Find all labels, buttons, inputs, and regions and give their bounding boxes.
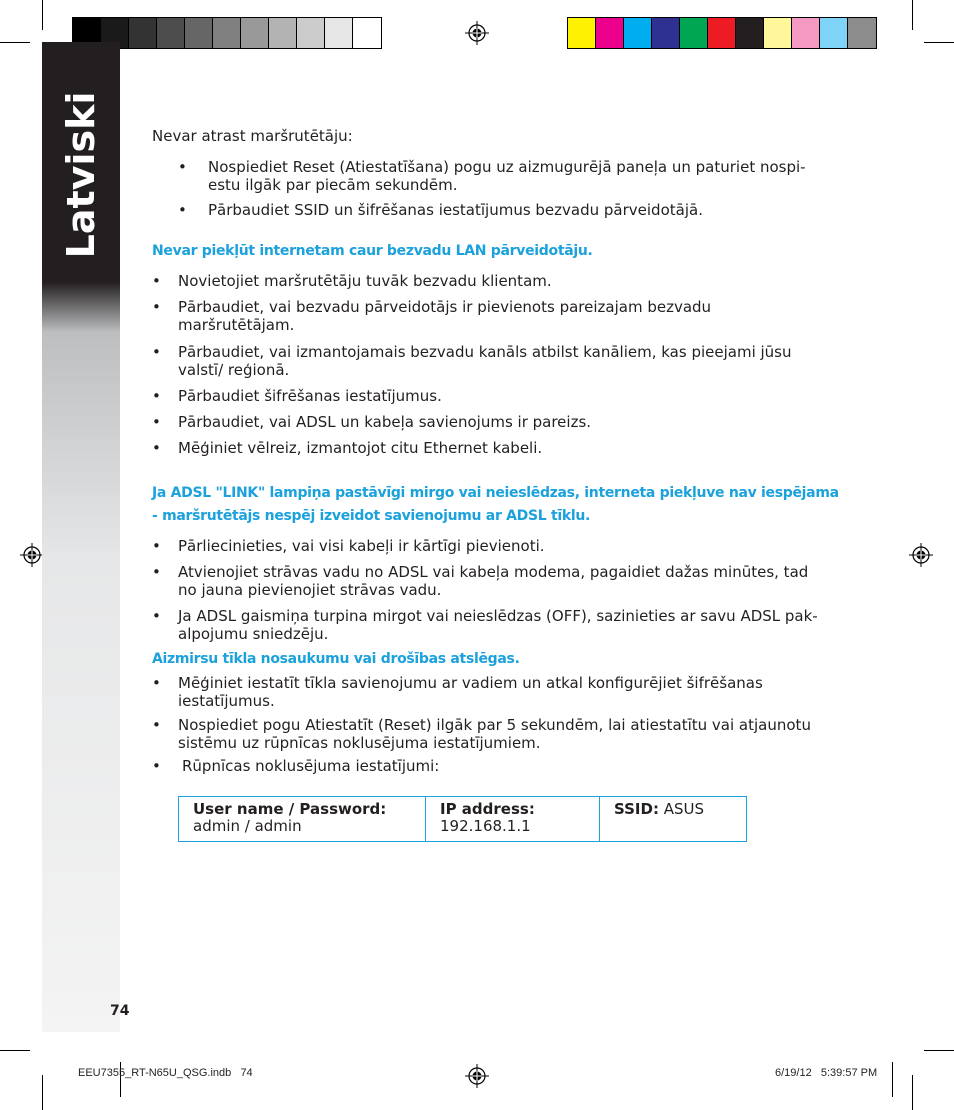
color-swatch-7 (764, 18, 792, 48)
crop-mark-icon (0, 1050, 30, 1051)
list-item: Pārbaudiet, vai ADSL un kabeļa savienojums ir pareizs. (178, 413, 592, 431)
list-item: Pārbaudiet šifrēšanas iestatījumus. (178, 387, 442, 405)
color-swatch-10 (848, 18, 876, 48)
gray-swatch-9 (325, 18, 353, 48)
table-cell-ssid (599, 797, 746, 841)
ssid-value: ASUS (658, 800, 705, 818)
registration-mark-icon (20, 543, 44, 567)
list-item-continued: iestatījumus. (178, 692, 275, 710)
color-swatch-6 (736, 18, 764, 48)
print-slug-file: EEU7355_RT-N65U_QSG.indb 74 (78, 1067, 253, 1079)
list-item: Pārbaudiet, vai bezvadu pārveidotājs ir pievienots pareizajam bezvadu (178, 298, 712, 316)
crop-mark-icon (42, 0, 43, 30)
list-item: Mēģiniet vēlreiz, izmantojot citu Ethernet kabeli. (178, 439, 543, 457)
list-item: Mēģiniet iestatīt tīkla savienojumu ar vadiem un atkal konfigurējiet šifrēšanas (178, 674, 763, 692)
list-item: Pārliecinieties, vai visi kabeļi ir kārtīgi pievienoti. (178, 537, 545, 555)
gray-swatch-3 (157, 18, 185, 48)
crop-mark-icon (892, 1062, 893, 1097)
list-item: Novietojiet maršrutētāju tuvāk bezvadu klientam. (178, 272, 552, 290)
registration-mark-icon (909, 543, 933, 567)
color-swatch-1 (596, 18, 624, 48)
page-number: 74 (110, 1003, 130, 1019)
list-item: Atvienojiet strāvas vadu no ADSL vai kabeļa modema, pagaidiet dažas minūtes, tad (178, 563, 809, 581)
crop-mark-icon (42, 1075, 43, 1110)
gray-swatch-8 (297, 18, 325, 48)
gray-swatch-2 (129, 18, 157, 48)
gray-swatch-6 (241, 18, 269, 48)
section-heading: Nevar piekļūt internetam caur bezvadu LAN pārveidotāju. (152, 243, 593, 259)
bullet-dot: • (152, 413, 161, 431)
ip-address-value: 192.168.1.1 (440, 817, 531, 835)
bullet-dot: • (152, 563, 161, 581)
list-item-continued: sistēmu uz rūpnīcas noklusējuma iestatījumiem. (178, 734, 541, 752)
bullet-dot: • (152, 387, 161, 405)
table-cell-ip-address (425, 797, 599, 841)
gray-swatch-4 (185, 18, 213, 48)
list-item: Pārbaudiet, vai izmantojamais bezvadu kanāls atbilst kanāliem, kas pieejami jūsu (178, 343, 792, 361)
list-item-continued: maršrutētājam. (178, 316, 295, 334)
credentials-value: admin / admin (193, 817, 302, 835)
crop-mark-icon (924, 42, 954, 43)
list-item: Nospiediet Reset (Atiestatīšana) pogu uz aizmugurējā paneļa un paturiet nospi- (208, 158, 806, 176)
section-heading-continued: - maršrutētājs nespēj izveidot savienojumu ar ADSL tīklu. (152, 508, 591, 524)
gray-swatch-5 (213, 18, 241, 48)
color-swatch-3 (652, 18, 680, 48)
list-item-continued: no jauna pievienojiet strāvas vadu. (178, 581, 442, 599)
table-cell-credentials (179, 797, 425, 841)
crop-mark-icon (912, 1075, 913, 1110)
credentials-label: User name / Password: (193, 800, 387, 818)
list-item: Nospiediet pogu Atiestatīt (Reset) ilgāk par 5 sekundēm, lai atiestatītu vai atjaunotu (178, 716, 811, 734)
crop-mark-icon (0, 42, 30, 43)
bullet-dot: • (152, 757, 161, 775)
color-calibration-bar (567, 17, 877, 49)
registration-mark-icon (465, 21, 489, 45)
bullet-dot: • (152, 607, 161, 625)
gray-swatch-7 (269, 18, 297, 48)
bullet-dot: • (152, 298, 161, 316)
section-heading: Ja ADSL "LINK" lampiņa pastāvīgi mirgo vai neieslēdzas, interneta piekļuve nav iespējama (152, 485, 839, 501)
crop-mark-icon (912, 0, 913, 30)
color-swatch-4 (680, 18, 708, 48)
section-heading: Aizmirsu tīkla nosaukumu vai drošības atslēgas. (152, 651, 520, 667)
intro-text: Nevar atrast maršrutētāju: (152, 127, 353, 145)
color-swatch-8 (792, 18, 820, 48)
bullet-dot: • (152, 439, 161, 457)
color-swatch-2 (624, 18, 652, 48)
bullet-dot: • (178, 158, 187, 176)
ssid-label: SSID: (614, 800, 659, 818)
registration-mark-icon (465, 1064, 489, 1088)
section-title (56, 91, 106, 259)
bullet-dot: • (152, 272, 161, 290)
list-item: Ja ADSL gaismiņa turpina mirgot vai neieslēdzas (OFF), sazinieties ar savu ADSL pak- (178, 607, 818, 625)
print-slug-datetime: 6/19/12 5:39:57 PM (775, 1067, 878, 1079)
bullet-dot: • (152, 343, 161, 361)
color-swatch-9 (820, 18, 848, 48)
list-item-continued: alpojumu sniedzēju. (178, 625, 329, 643)
default-settings-table (178, 796, 747, 842)
list-item: Pārbaudiet SSID un šifrēšanas iestatījumus bezvadu pārveidotājā. (208, 201, 703, 219)
list-item-continued: valstī/ reģionā. (178, 361, 290, 379)
list-item-continued: estu ilgāk par piecām sekundēm. (208, 176, 458, 194)
section-title-text: Latviski (59, 91, 103, 259)
ip-address-label: IP address: (440, 800, 535, 818)
crop-mark-icon (924, 1050, 954, 1051)
bullet-dot: • (152, 716, 161, 734)
bullet-dot: • (152, 537, 161, 555)
bullet-dot: • (152, 674, 161, 692)
color-swatch-5 (708, 18, 736, 48)
gray-swatch-10 (353, 18, 381, 48)
color-swatch-0 (568, 18, 596, 48)
list-item: Rūpnīcas noklusējuma iestatījumi: (182, 757, 440, 775)
bullet-dot: • (178, 201, 187, 219)
